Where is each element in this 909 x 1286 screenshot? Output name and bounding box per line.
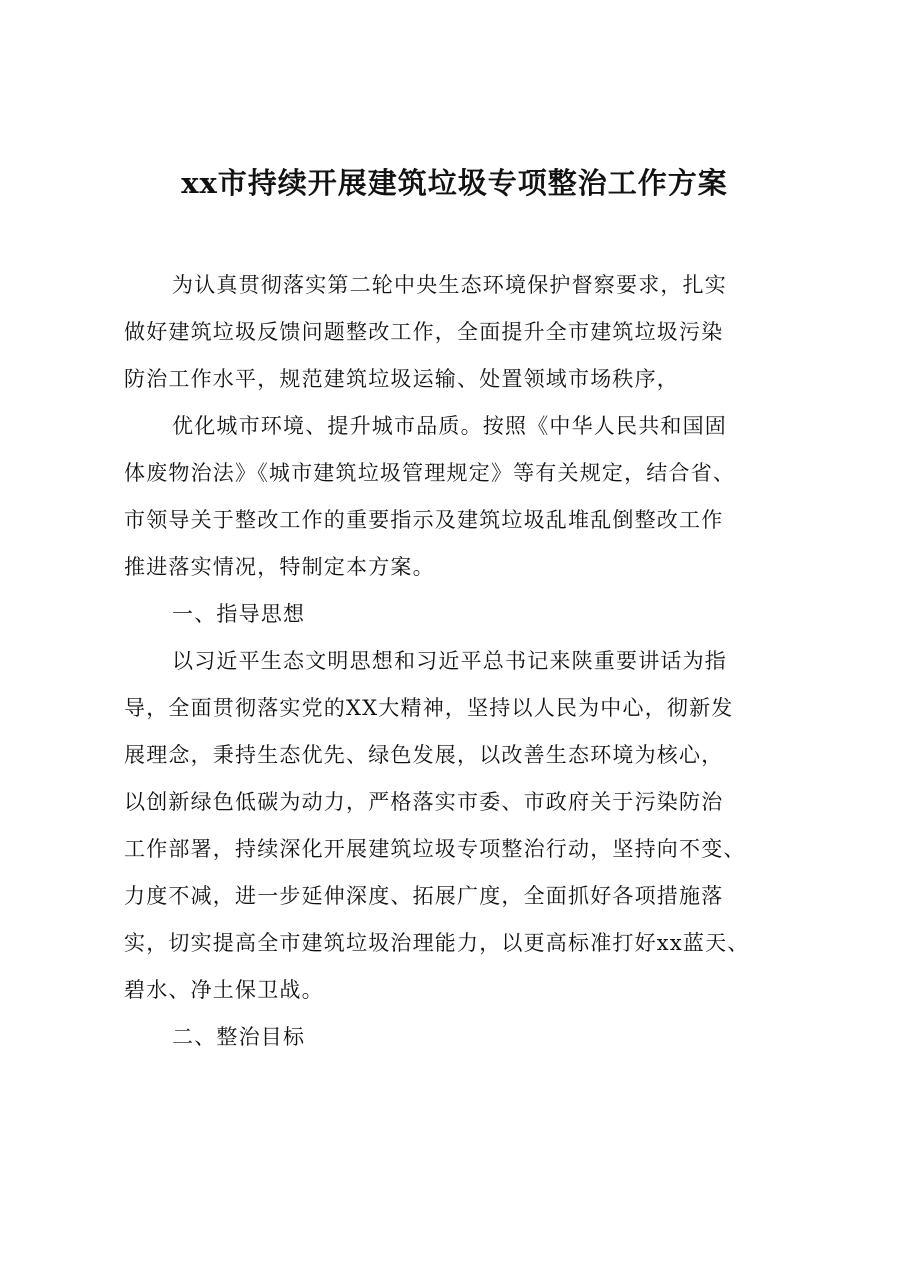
paragraph-line: 实，切实提高全市建筑垃圾治理能力，以更高标准打好xx蓝天、 xyxy=(124,931,750,955)
paragraph-line: 导，全面贯彻落实党的XX大精神，坚持以人民为中心，彻新发 xyxy=(124,696,734,720)
paragraph-line: 力度不减，进一步延伸深度、拓展广度，全面抓好各项措施落 xyxy=(124,884,724,908)
paragraph-line: 体废物治法》《城市建筑垃圾管理规定》等有关规定，结合省、 xyxy=(124,461,736,485)
paragraph-line: 以创新绿色低碳为动力，严格落实市委、市政府关于污染防治 xyxy=(124,790,724,814)
paragraph-line: 工作部署，持续深化开展建筑垃圾专项整治行动，坚持向不变、 xyxy=(124,837,746,861)
paragraph-line: 做好建筑垃圾反馈问题整改工作，全面提升全市建筑垃圾污染 xyxy=(124,320,724,344)
paragraph-line: 为认真贯彻落实第二轮中央生态环境保护督察要求，扎实 xyxy=(172,273,727,297)
section-heading-targets: 二、整治目标 xyxy=(172,1025,306,1049)
document-title: xx市持续开展建筑垃圾专项整治工作方案 xyxy=(181,166,728,200)
paragraph-line: 防治工作水平，规范建筑垃圾运输、处置领域市场秩序， xyxy=(124,367,679,391)
paragraph-line: 市领导关于整改工作的重要指示及建筑垃圾乱堆乱倒整改工作 xyxy=(124,508,724,532)
paragraph-line: 优化城市环境、提升城市品质。按照《中华人民共和国固 xyxy=(172,414,727,438)
paragraph-line: 碧水、净土保卫战。 xyxy=(124,978,324,1002)
paragraph-line: 展理念，秉持生态优先、绿色发展，以改善生态环境为核心， xyxy=(124,743,724,767)
section-heading-guiding-ideology: 一、指导思想 xyxy=(172,602,306,626)
document-body xyxy=(124,262,814,1061)
paragraph-line: 以习近平生态文明思想和习近平总书记来陕重要讲话为指 xyxy=(172,649,727,673)
paragraph-line: 推进落实情况，特制定本方案。 xyxy=(124,555,435,579)
